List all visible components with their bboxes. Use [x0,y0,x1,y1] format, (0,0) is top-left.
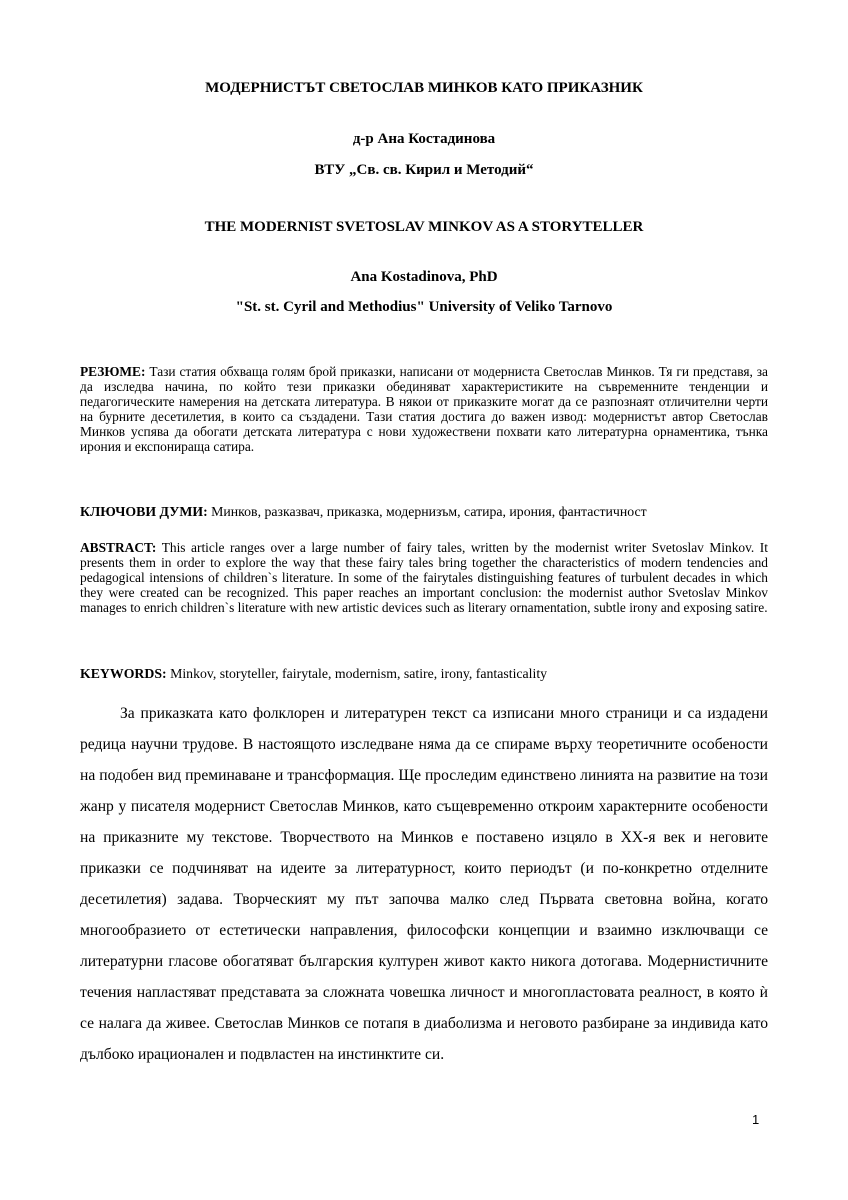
page-number: 1 [752,1112,760,1127]
author-en: Ana Kostadinova, PhD [350,269,498,285]
title-bg: МОДЕРНИСТЪТ СВЕТОСЛАВ МИНКОВ КАТО ПРИКАЗНИК [205,80,643,96]
summary-bg-text: Тази статия обхваща голям брой приказки, написани от модерниста Светослав Минков. Тя ги представя, за да изследва начина, по който тези приказки обединяват характеристиките на съвременните тенденции и педагогическите намерения на детската литература. В някои от приказките могат да се разпознаят отличителни черти на бурните десетилетия, в които са създадени. Тази статия достига до важен извод: модернистът автор Светослав Минков успява да обогати детската литература с нови художествени похвати като литературна орнаментика, тънка ирония и експониращa сатира. [80,364,768,454]
author-bg: д-р Ана Костадинова [352,131,496,147]
abstract-en [80,540,768,615]
summary-bg [80,364,768,454]
summary-bg-label: РЕЗЮМЕ: [80,364,146,379]
keywords-bg-label: КЛЮЧОВИ ДУМИ: [80,504,208,519]
affiliation-en: "St. st. Cyril and Methodius" University of Veliko Tarnovo [235,299,613,315]
keywords-bg [80,504,768,520]
abstract-en-text: This article ranges over a large number of fairy tales, written by the modernist writer Svetoslav Minkov. It presents them in order to explore the way that these fairy tales bring together the characteristics of modern tendencies and pedagogical intensions of children`s literature. In some of the fairytales distinguishing features of turbulent decades in which they were created can be recognized. This paper reaches an important conclusion: the modernist author Svetoslav Minkov manages to enrich children`s literature with new artistic devices such as literary ornamentation, subtle irony and exposing satire. [80,540,768,615]
body-paragraph: За приказката като фолклорен и литературен текст са изписани много страници и са издадени редица научни трудове. В настоящото изследване няма да се спираме върху теоретичните особености на подобен вид преминаване и трансформация. Ще проследим единствено линията на развитие на този жанр у писателя модернист Светослав Минков, като същевременно откроим характерните особености на приказните му текстове. Творчеството на Минков е поставено изцяло в ХХ-я век и неговите приказки се подчиняват на идеите за литературност, които периодът (и по-конкретно отделните десетилетия) задава. Творческият му път започва малко след Първата световна война, когато многообразието от естетически направления, философски концепции и взаимно изключващи се литературни гласове обогатяват българския културен живот както никога дотогава. Модернистичните течения напластяват представата за сложната човешка личност и многопластовата реалност, в която ѝ се налага да живее. Светослав Минков се потапя в диаболизма и неговото разбиране за индивида като дълбоко ирационален и подвластен на инстинктите си. [80,705,768,1063]
keywords-en-text: Minkov, storyteller, fairytale, modernism, satire, irony, fantasticality [170,666,548,681]
body-text [80,698,768,1070]
title-en: THE MODERNIST SVETOSLAV MINKOV AS A STORYTELLER [204,219,644,235]
keywords-en [80,666,768,682]
keywords-bg-text: Минков, разказвач, приказка, модернизъм, сатира, ирония, фантастичност [211,504,647,519]
keywords-en-label: KEYWORDS: [80,666,167,681]
affiliation-bg: ВТУ „Св. св. Кирил и Методий“ [314,162,534,178]
abstract-en-label: ABSTRACT: [80,540,157,555]
